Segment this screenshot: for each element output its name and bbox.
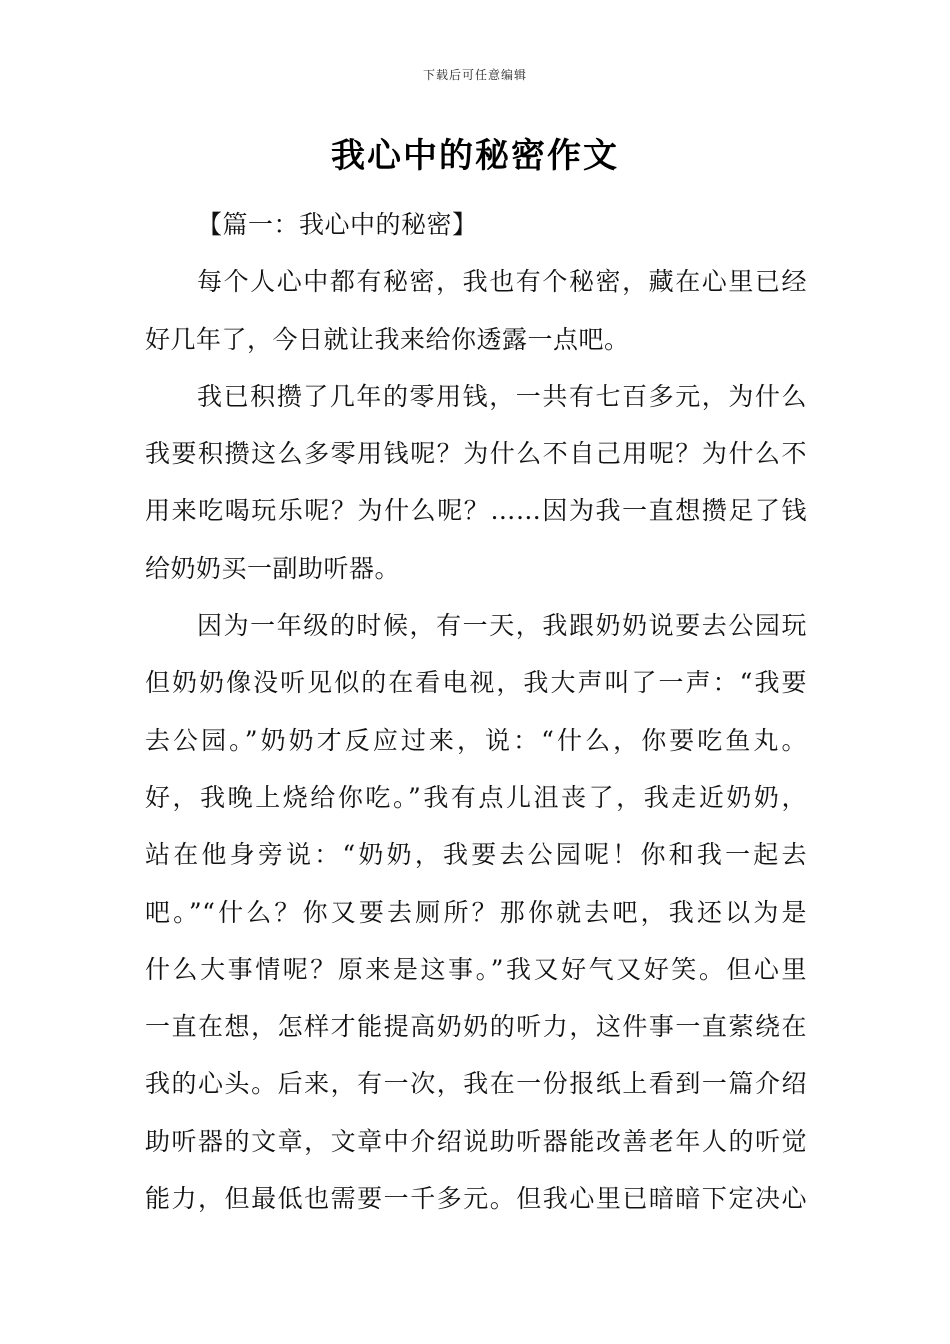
paragraph-line: 我的心头。后来，有一次，我在一份报纸上看到一篇介绍	[145, 1069, 807, 1099]
paragraph-line: 我已积攒了几年的零用钱，一共有七百多元，为什么	[197, 381, 807, 411]
paragraph-line: 能力，但最低也需要一千多元。但我心里已暗暗下定决心	[145, 1184, 807, 1214]
paragraph-line: 好几年了，今日就让我来给你透露一点吧。	[145, 324, 630, 354]
paragraph-line: 去公园。”奶奶才反应过来，说：“什么，你要吃鱼丸。	[145, 725, 807, 755]
paragraph-line: 但奶奶像没听见似的在看电视，我大声叫了一声：“我要	[145, 668, 807, 698]
paragraph-line: 助听器的文章，文章中介绍说助听器能改善老年人的听觉	[145, 1126, 807, 1156]
paragraph-line: 站在他身旁说：“奶奶，我要去公园呢！你和我一起去	[145, 840, 807, 870]
paragraph-line: 用来吃喝玩乐呢？为什么呢？……因为我一直想攒足了钱	[145, 496, 807, 526]
paragraph-line: 好，我晚上烧给你吃。”我有点儿沮丧了，我走近奶奶，	[145, 782, 807, 812]
paragraph-line: 吧。”“什么？你又要去厕所？那你就去吧，我还以为是	[145, 897, 807, 927]
paragraph-line: 我要积攒这么多零用钱呢？为什么不自己用呢？为什么不	[145, 439, 807, 469]
document-title: 我心中的秘密作文	[331, 136, 619, 176]
paragraph-line: 因为一年级的时候，有一天，我跟奶奶说要去公园玩	[197, 611, 807, 641]
paragraph-line: 给奶奶买一副助听器。	[145, 553, 401, 583]
section-heading: 【篇一：我心中的秘密】	[197, 210, 478, 239]
header-note: 下载后可任意编辑	[422, 68, 527, 82]
paragraph-line: 什么大事情呢？原来是这事。”我又好气又好笑。但心里	[145, 954, 807, 984]
paragraph-line: 一直在想，怎样才能提高奶奶的听力，这件事一直萦绕在	[145, 1012, 807, 1042]
paragraph-line: 每个人心中都有秘密，我也有个秘密，藏在心里已经	[197, 267, 807, 297]
document-body	[145, 196, 807, 1227]
